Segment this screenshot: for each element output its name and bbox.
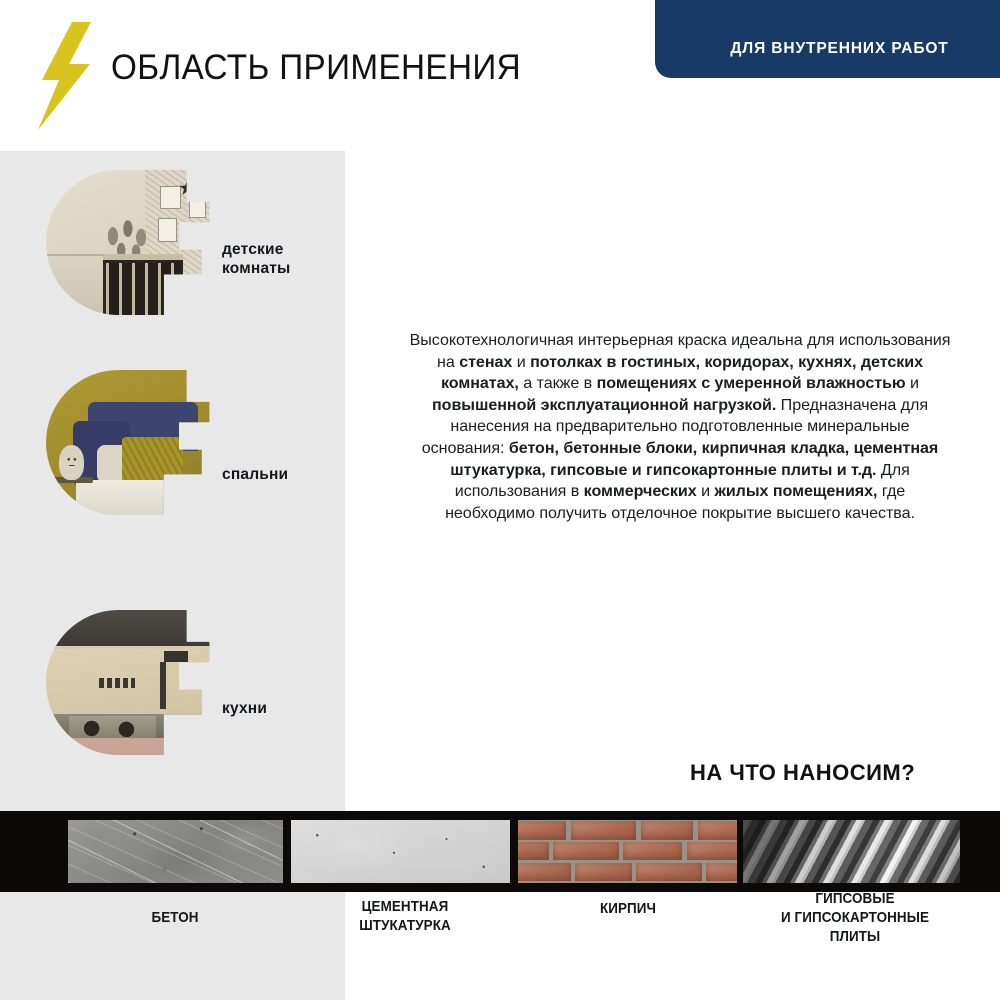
desc-bold-2: потолках в гостиных, коридорах, кухнях, детских комнатах, [441,352,923,393]
room-label-bedroom: спальни [222,466,289,483]
cement-plaster-texture [291,820,510,883]
badge-label: ДЛЯ ВНУТРЕННИХ РАБОТ [730,40,950,57]
kitchen-photo [46,610,236,755]
desc-seg-4: а также в [518,374,597,393]
desc-bold-6: коммерческих [583,482,697,501]
desc-seg-1: Высокотехнологичная интерьерная краска идеальна [409,331,803,349]
material-label-brick: КИРПИЧ [599,901,657,917]
lightning-bolt-icon [38,22,94,130]
nursery-room-photo [46,170,236,315]
room-label-kitchen: кухни [222,700,268,717]
gypsum-board-texture [743,820,960,883]
desc-seg-2: для использования на [437,331,951,371]
desc-seg-5: и [905,374,919,393]
material-label-gypsum: ГИПСОВЫЕ И ГИПСОКАРТОННЫЕ ПЛИТЫ [780,891,930,945]
desc-bold-5: бетон, бетонные блоки, кирпичная кладка, цементная штукатурка, гипсовые и гипсокартонные плиты и т.д. [450,438,939,479]
concrete-texture [68,820,283,883]
desc-bold-4: повышенной эксплуатационной нагрузкой. [432,395,777,414]
bedroom-photo [46,370,236,515]
material-label-cement-plaster: ЦЕМЕНТНАЯ ШТУКАТУРКА [359,899,451,934]
desc-bold-3: помещениях с умеренной влажностью [596,374,906,393]
material-label-concrete: БЕТОН [151,910,199,926]
desc-bold-1: стенах [459,352,513,371]
room-card-nursery [46,170,236,315]
interior-works-badge [655,0,1000,78]
desc-seg-6: Предназначена для нанесения на предварительно подготовленные минеральные основания: [421,395,928,457]
desc-seg-9: где необходимо получить отделочное покрытие высшего качества. [445,482,915,522]
brick-texture [518,820,737,883]
room-label-nursery: детские комнаты [222,241,291,277]
desc-seg-7: Для использования в [454,460,910,501]
page-title: ОБЛАСТЬ ПРИМЕНЕНИЯ [111,48,522,87]
desc-bold-7: жилых помещениях, [714,482,878,501]
room-card-bedroom [46,370,236,515]
room-card-kitchen [46,610,236,755]
apply-section-heading: НА ЧТО НАНОСИМ? [690,760,916,785]
header-band [0,0,1000,151]
desc-seg-8: и [696,482,715,501]
description-paragraph [408,330,952,524]
materials-strip [0,811,1000,892]
desc-seg-3: и [512,352,531,371]
